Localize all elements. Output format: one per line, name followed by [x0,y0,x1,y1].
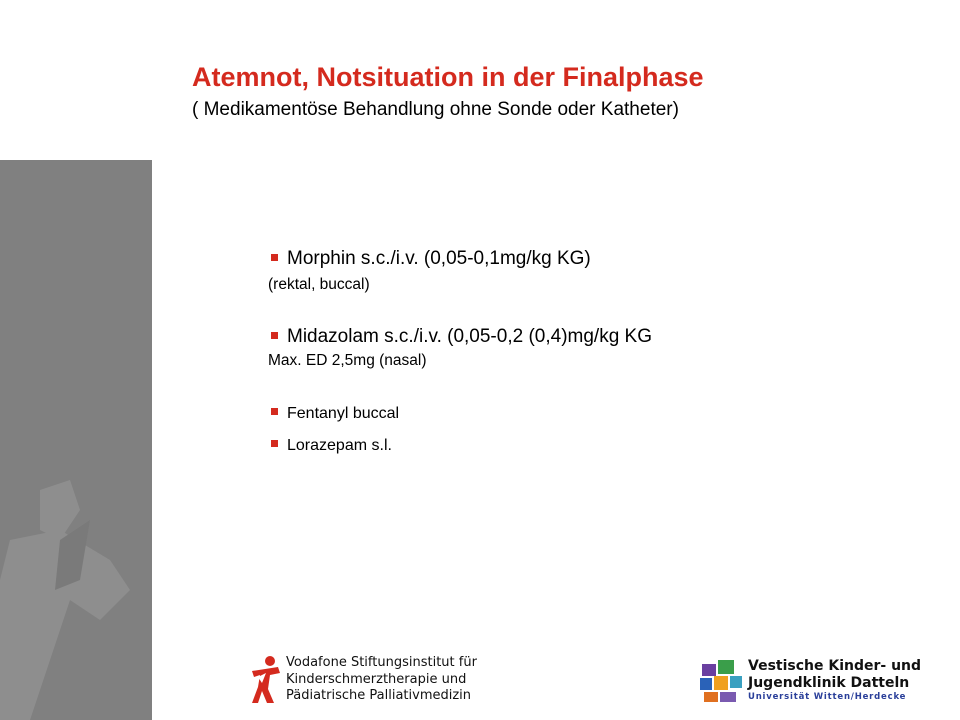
logo-line: Pädiatrische Palliativmedizin [286,688,472,703]
item-text: Midazolam s.c./i.v. (0,05-0,2 (0,4)mg/kg KG [287,326,652,347]
slide-subtitle: ( Medikamentöse Behandlung ohne Sonde oder Katheter) [192,99,679,120]
logo-line: Kinderschmerztherapie und [286,671,467,687]
logo-line: Universität Witten/Herdecke [748,692,907,702]
list-item [268,326,868,348]
list-item [268,405,868,423]
item-text: Fentanyl buccal [287,405,400,422]
figure-silhouette-icon [0,160,152,720]
logo-line: Vestische Kinder- und [748,658,922,674]
list-item [268,248,868,270]
list-item [268,437,868,455]
bullet-icon [271,332,278,339]
institute-emblem-icon [248,655,282,705]
logo-line: Vodafone Stiftungsinstitut für [286,655,477,670]
institute-logo [248,655,477,710]
clinic-emblem-icon [698,658,744,704]
bullet-icon [271,440,278,447]
item-subtext: Max. ED 2,5mg (nasal) [268,352,427,369]
logo-line: Jugendklinik Datteln [748,675,910,691]
item-text: Morphin s.c./i.v. (0,05-0,1mg/kg KG) [287,248,591,269]
bullet-icon [271,408,278,415]
slide-title: Atemnot, Notsituation in der Finalphase [192,62,704,92]
item-subtext: (rektal, buccal) [268,276,370,293]
sidebar-decoration [0,160,152,720]
item-text: Lorazepam s.l. [287,437,392,454]
clinic-logo [698,658,922,709]
bullet-list [268,248,868,455]
bullet-icon [271,254,278,261]
